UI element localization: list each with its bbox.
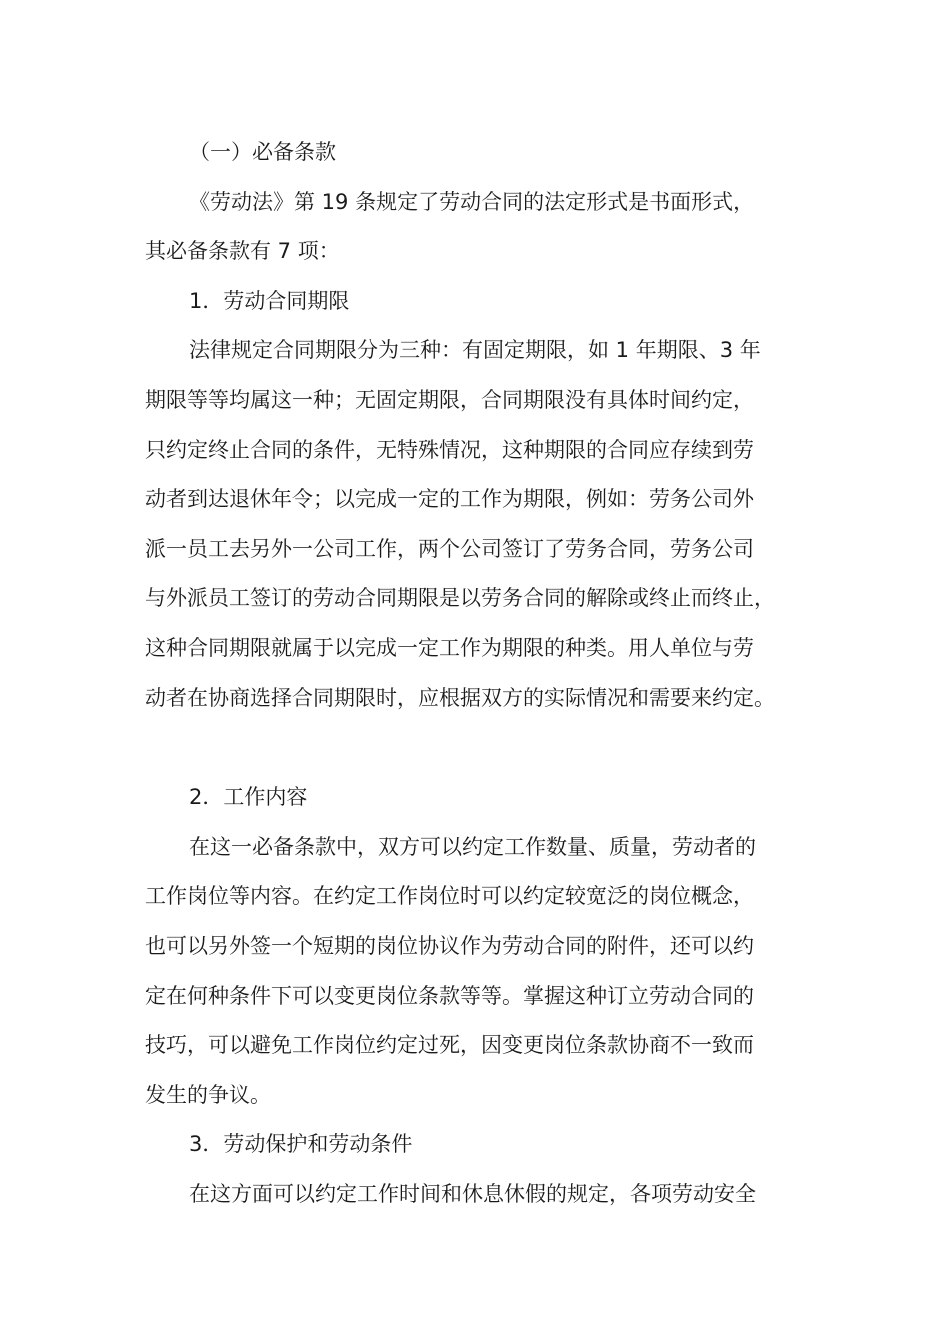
item-2-line: 定在何种条件下可以变更岗位条款等等。掌握这种订立劳动合同的 [145,983,754,1008]
item-3-line: 在这方面可以约定工作时间和休息休假的规定，各项劳动安全 [189,1181,756,1206]
item-1-line: 法律规定合同期限分为三种：有固定期限，如 1 年期限、3 年 [189,338,761,363]
section-heading: （一）必备条款 [189,140,336,164]
item-3-heading: 3．劳动保护和劳动条件 [189,1132,413,1157]
item-1-line: 动者在协商选择合同期限时，应根据双方的实际情况和需要来约定。 [145,685,775,710]
intro-line-2: 其必备条款有 7 项： [145,239,340,264]
paragraph-spacer [145,723,810,773]
intro-line-1: 《劳动法》第 19 条规定了劳动合同的法定形式是书面形式， [189,189,755,214]
item-2-line: 也可以另外签一个短期的岗位协议作为劳动合同的附件，还可以约 [145,933,754,958]
item-2-line: 在这一必备条款中，双方可以约定工作数量、质量，劳动者的 [189,834,756,859]
item-1-line: 与外派员工签订的劳动合同期限是以劳务合同的解除或终止而终止， [145,586,775,611]
item-2-line: 发生的争议。 [145,1082,271,1107]
item-2-line: 技巧，可以避免工作岗位约定过死，因变更岗位条款协商不一致而 [145,1033,754,1058]
item-2-heading: 2．工作内容 [189,785,308,810]
item-1-line: 派一员工去另外一公司工作，两个公司签订了劳务合同，劳务公司 [145,536,754,561]
item-1-line: 期限等等均属这一种；无固定期限，合同期限没有具体时间约定， [145,387,754,412]
item-1-line: 只约定终止合同的条件，无特殊情况，这种期限的合同应存续到劳 [145,437,754,462]
item-1-line: 动者到达退休年令；以完成一定的工作为期限，例如：劳务公司外 [145,487,754,512]
item-2-line: 工作岗位等内容。在约定工作岗位时可以约定较宽泛的岗位概念， [145,884,754,909]
item-1-heading: 1．劳动合同期限 [189,288,350,313]
document-page [145,128,810,1219]
item-1-line: 这种合同期限就属于以完成一定工作为期限的种类。用人单位与劳 [145,635,754,660]
